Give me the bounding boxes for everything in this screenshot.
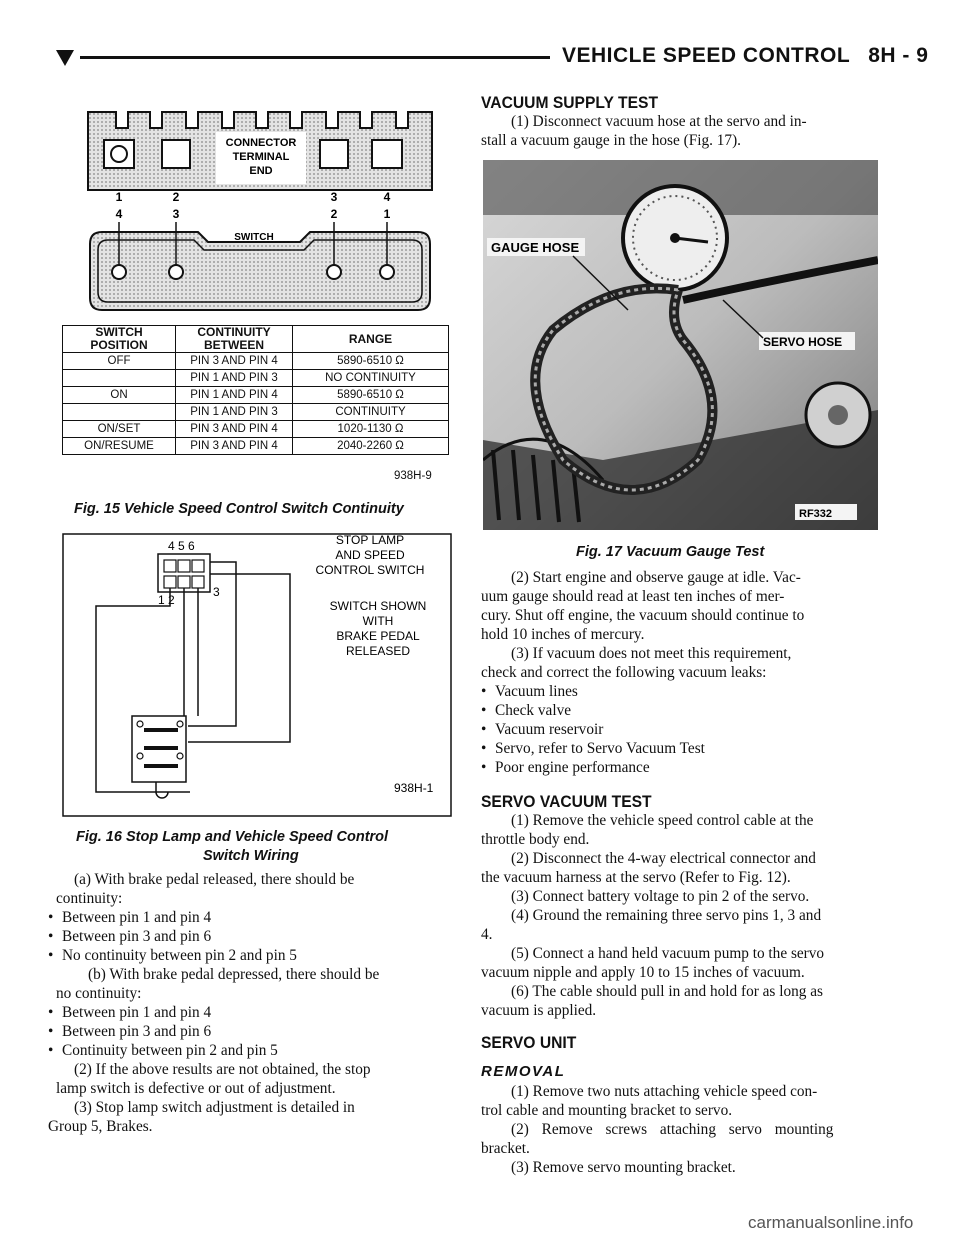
table-cell: 2040-2260 Ω (293, 438, 449, 455)
fig15-caption: Fig. 15 Vehicle Speed Control Switch Continuity (74, 501, 404, 517)
text-line: 4. (481, 926, 493, 943)
left-column-text (48, 870, 473, 1136)
table-cell: ON/RESUME (63, 438, 176, 455)
text-line: vacuum is applied. (481, 1002, 597, 1019)
heading-vacuum-supply: VACUUM SUPPLY TEST (481, 93, 658, 112)
table-row (63, 404, 449, 421)
text-line: the vacuum harness at the servo (Refer to Fig. 12). (481, 869, 791, 886)
pin-top-2: 2 (172, 190, 180, 204)
text-line: vacuum nipple and apply 10 to 15 inches of vacuum. (481, 964, 805, 981)
fig16-label2-line1: SWITCH SHOWN (329, 599, 427, 613)
table-cell: OFF (63, 353, 176, 370)
fig16-label1-line2: AND SPEED (335, 548, 405, 562)
table-row (63, 387, 449, 404)
fig16-caption-line2: Switch Wiring (203, 848, 299, 864)
switch-pin-1-icon (380, 265, 394, 279)
terminal-4 (372, 140, 402, 168)
text-line: stall a vacuum gauge in the hose (Fig. 17). (481, 132, 741, 149)
list-item: • Vacuum lines (481, 682, 881, 701)
subheading-removal: REMOVAL (481, 1063, 566, 1080)
fig15-connector-diagram (80, 100, 440, 325)
terminal-2 (162, 140, 190, 168)
text-line: (1) Remove two nuts attaching vehicle speed con- (511, 1083, 818, 1100)
vacuum-supply-steps (481, 568, 881, 777)
table-header-range: RANGE (293, 326, 449, 353)
table-cell: PIN 1 AND PIN 4 (176, 387, 293, 404)
text-line: (4) Ground the remaining three servo pins 1, 3 and (511, 907, 822, 924)
a-intro: (a) With brake pedal released, there should be (74, 871, 355, 888)
table-cell: PIN 1 AND PIN 3 (176, 370, 293, 387)
header-triangle-icon (56, 50, 74, 66)
table-header-position: SWITCH POSITION (63, 326, 176, 353)
paragraph-3-cont: Group 5, Brakes. (48, 1118, 153, 1135)
paragraph-2: (2) If the above results are not obtained, the stop (74, 1061, 371, 1078)
table-cell: 5890-6510 Ω (293, 353, 449, 370)
table-cell: 5890-6510 Ω (293, 387, 449, 404)
fig16-label1-line1: STOP LAMP (335, 533, 405, 547)
servo-hose-label: SERVO HOSE (763, 335, 843, 349)
text-line: (2) Remove screws attaching servo mounting (511, 1121, 834, 1138)
continuity-table (62, 325, 449, 455)
fig17-caption: Fig. 17 Vacuum Gauge Test (576, 544, 765, 560)
paragraph-2-cont: lamp switch is defective or out of adjustment. (56, 1080, 336, 1097)
pin-top-4: 4 (383, 190, 391, 204)
table-header-continuity: CONTINUITY BETWEEN (176, 326, 293, 353)
list-item: • Check valve (481, 701, 881, 720)
terminal-1 (104, 140, 134, 168)
text-line: (3) If vacuum does not meet this requirement, (511, 645, 792, 662)
text-line: bracket. (481, 1140, 530, 1157)
table-row (63, 421, 449, 438)
table-cell: CONTINUITY (293, 404, 449, 421)
pin-top-3: 3 (330, 190, 338, 204)
switch-pin-4-icon (112, 265, 126, 279)
fig16-label1-line3: CONTROL SWITCH (315, 563, 425, 577)
switch-pin-3-icon (169, 265, 183, 279)
fig16-caption-line1: Fig. 16 Stop Lamp and Vehicle Speed Control (76, 829, 389, 845)
list-item: • Vacuum reservoir (481, 720, 881, 739)
text-line: (2) Start engine and observe gauge at idle. Vac- (511, 569, 801, 586)
table-cell: PIN 1 AND PIN 3 (176, 404, 293, 421)
text-line: uum gauge should read at least ten inches of mer- (481, 588, 785, 605)
text-line: (1) Disconnect vacuum hose at the servo and in- (511, 113, 807, 130)
connector-label-line2: TERMINAL (232, 151, 290, 163)
heading-servo-vacuum: SERVO VACUUM TEST (481, 792, 652, 811)
fig16-pins-bottom: 1 2 (158, 593, 175, 607)
text-line: (5) Connect a hand held vacuum pump to the servo (511, 945, 825, 962)
text-line: (6) The cable should pull in and hold for as long as (511, 983, 823, 1000)
list-item: • Between pin 3 and pin 6 (48, 927, 473, 946)
heading-servo-unit: SERVO UNIT (481, 1033, 577, 1052)
switch-label: SWITCH (234, 232, 274, 243)
list-item: • Poor engine performance (481, 758, 881, 777)
list-item: • Between pin 3 and pin 6 (48, 1022, 473, 1041)
watermark-text: carmanualsonline.info (748, 1213, 914, 1232)
pin-bottom-4: 4 (115, 207, 123, 221)
connector-label-line3: END (249, 165, 273, 177)
servo-vacuum-steps (481, 811, 881, 1020)
paragraph-3: (3) Stop lamp switch adjustment is detailed in (74, 1099, 355, 1116)
fig16-label2-line2: WITH (362, 614, 394, 628)
text-line: throttle body end. (481, 831, 590, 848)
switch-pin-2-icon (327, 265, 341, 279)
table-cell: ON (63, 387, 176, 404)
a-intro-cont: continuity: (56, 890, 123, 907)
b-intro-cont: no continuity: (56, 985, 142, 1002)
fig16-label2-line3: BRAKE PEDAL (336, 629, 420, 643)
table-cell (63, 370, 176, 387)
section-title: VEHICLE SPEED CONTROL (562, 44, 851, 67)
text-line: (1) Remove the vehicle speed control cable at the (511, 812, 814, 829)
table-cell: NO CONTINUITY (293, 370, 449, 387)
table-cell (63, 404, 176, 421)
pin-bottom-2: 2 (330, 207, 338, 221)
list-item: • Continuity between pin 2 and pin 5 (48, 1041, 473, 1060)
header-rule (80, 56, 550, 59)
text-line: trol cable and mounting bracket to servo. (481, 1102, 733, 1119)
fig16-wiring-diagram (60, 526, 455, 818)
switch-body (90, 232, 430, 310)
text-line: check and correct the following vacuum leaks: (481, 664, 767, 681)
fig16-pin3: 3 (213, 585, 220, 599)
fig16-label2-line4: RELEASED (345, 644, 411, 658)
terminal-3 (320, 140, 348, 168)
photo-code: RF332 (799, 508, 833, 520)
table-row (63, 353, 449, 370)
table-cell: ON/SET (63, 421, 176, 438)
list-item: • Between pin 1 and pin 4 (48, 1003, 473, 1022)
list-item: • No continuity between pin 2 and pin 5 (48, 946, 473, 965)
fig16-pins-top: 4 5 6 (168, 539, 195, 553)
table-row (63, 370, 449, 387)
fig16-code: 938H-1 (394, 781, 434, 795)
page-number: 8H - 9 (868, 44, 929, 67)
page-header (562, 44, 928, 68)
b-intro: (b) With brake pedal depressed, there should be (88, 966, 380, 983)
list-item: • Between pin 1 and pin 4 (48, 908, 473, 927)
vacuum-supply-intro (481, 112, 881, 150)
connector-label-line1: CONNECTOR (225, 137, 297, 149)
text-line: hold 10 inches of mercury. (481, 626, 645, 643)
list-item: • Servo, refer to Servo Vacuum Test (481, 739, 881, 758)
fig17-vacuum-gauge-photo (483, 160, 878, 530)
text-line: cury. Shut off engine, the vacuum should continue to (481, 607, 805, 624)
table-cell: PIN 3 AND PIN 4 (176, 421, 293, 438)
table-cell: PIN 3 AND PIN 4 (176, 353, 293, 370)
servo-unit-steps (481, 1082, 881, 1177)
text-line: (3) Remove servo mounting bracket. (511, 1159, 736, 1176)
table-cell: 1020-1130 Ω (293, 421, 449, 438)
table-row (63, 438, 449, 455)
gauge-hose-label: GAUGE HOSE (491, 240, 580, 255)
text-line: (2) Disconnect the 4-way electrical connector and (511, 850, 816, 867)
text-line: (3) Connect battery voltage to pin 2 of the servo. (511, 888, 810, 905)
pin-bottom-1: 1 (383, 207, 391, 221)
pin-top-1: 1 (115, 190, 123, 204)
fig15-code: 938H-9 (394, 470, 432, 482)
table-cell: PIN 3 AND PIN 4 (176, 438, 293, 455)
pin-bottom-3: 3 (172, 207, 180, 221)
